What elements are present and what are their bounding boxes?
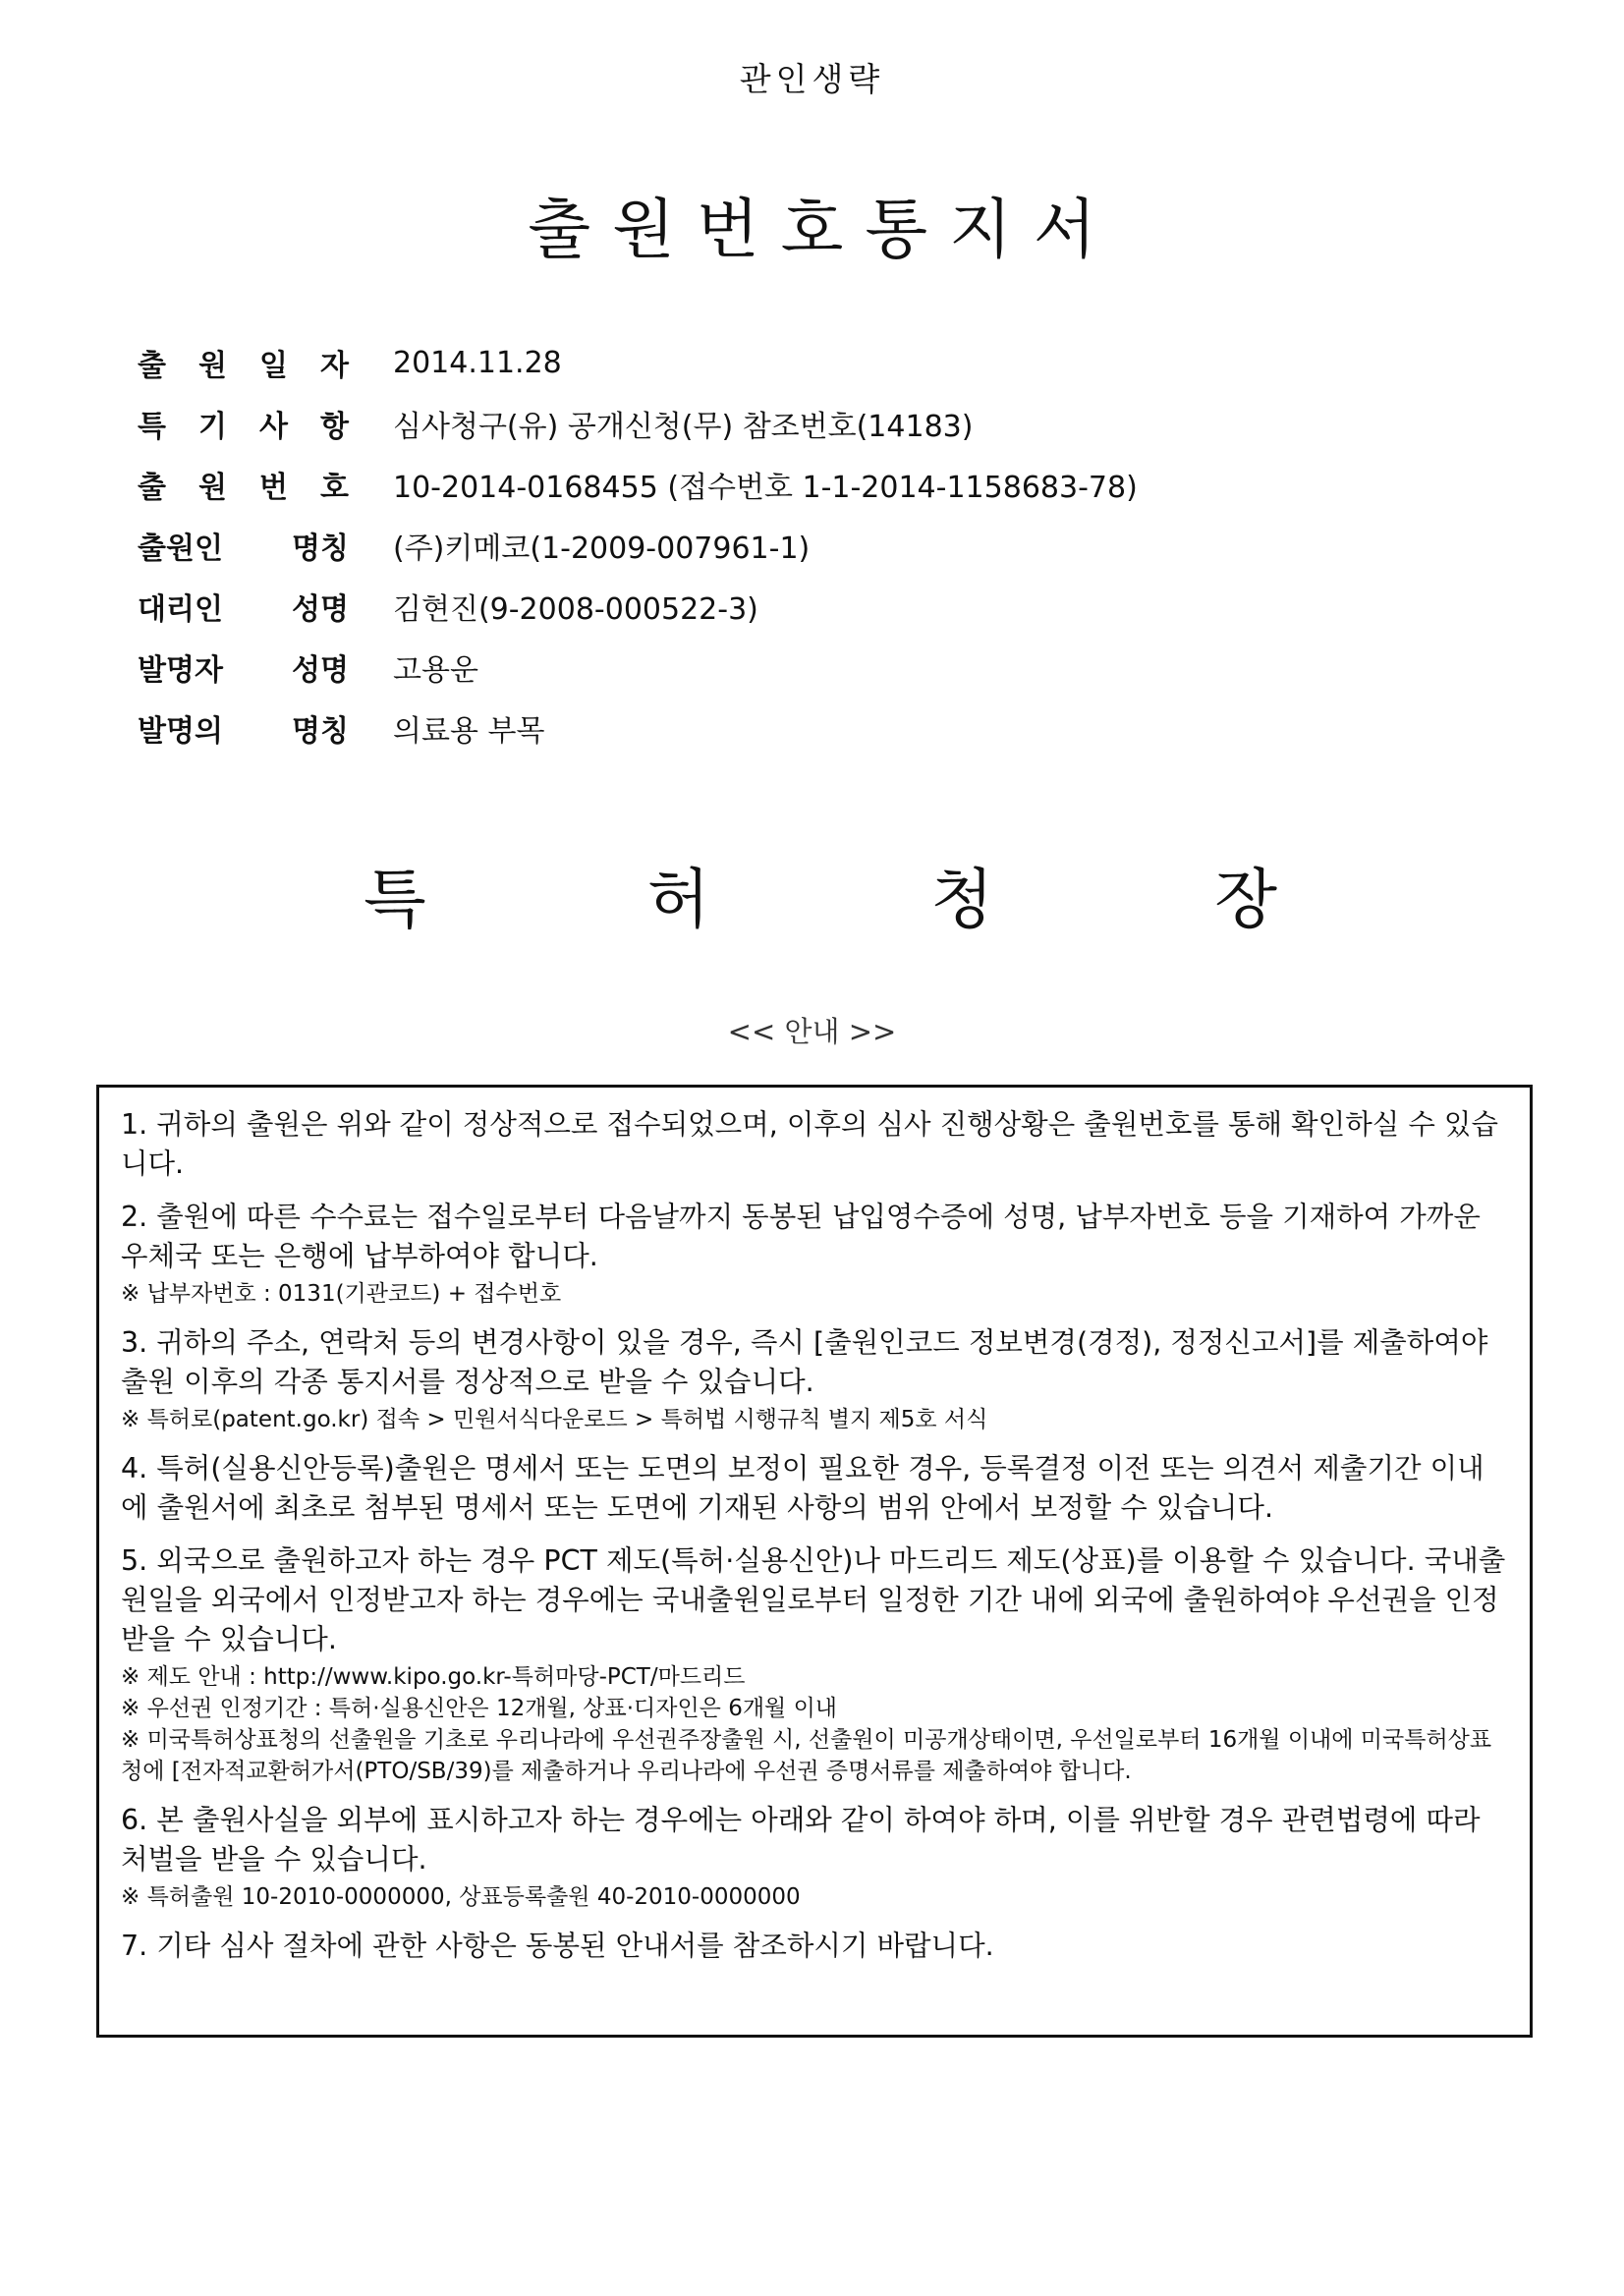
field-label: [138, 706, 349, 750]
notice-title: << 안내 >>: [727, 1015, 897, 1048]
field-label-part: 성명: [292, 653, 349, 688]
notice-item-text: 6. 본 출원사실을 외부에 표시하고자 하는 경우에는 아래와 같이 하여야 하며, 이를 위반할 경우 관련법령에 따라 처벌을 받을 수 있습니다.: [121, 1804, 1481, 1876]
field-value: 10-2014-0168455 (접수번호 1-1-2014-1158683-78): [393, 471, 1138, 505]
notice-box: [96, 1085, 1533, 2038]
field-value: (주)키메코(1-2009-007961-1): [393, 532, 811, 566]
field-label-part: 대리인: [138, 592, 223, 627]
field-label-part: 특: [138, 410, 166, 444]
field-label: [138, 645, 349, 689]
field-label: [138, 585, 349, 628]
field-label-part: 명칭: [292, 532, 349, 566]
field-value: 고용운: [393, 653, 478, 688]
field-label-part: 발명의: [138, 714, 223, 749]
notice-item-text: 7. 기타 심사 절차에 관한 사항은 동봉된 안내서를 참조하시기 바랍니다.: [121, 1930, 994, 1962]
field-label-part: 번: [259, 471, 288, 505]
field-row: [138, 637, 1513, 698]
field-row: [138, 515, 1513, 576]
field-value: 심사청구(유) 공개신청(무) 참조번호(14183): [393, 410, 974, 444]
notice-item-text: 2. 출원에 따른 수수료는 접수일로부터 다음날까지 동봉된 납입영수증에 성명, 납부자번호 등을 기재하여 가까운 우체국 또는 은행에 납부하여야 합니다.: [121, 1201, 1481, 1272]
seal-omitted-note: 관인생략: [739, 60, 885, 98]
field-value: 2014.11.28: [393, 345, 562, 380]
office-name-char: 특: [364, 862, 426, 937]
field-row: [138, 576, 1513, 637]
field-label-part: 기: [198, 410, 227, 444]
field-row: [138, 393, 1513, 454]
field-label-part: 호: [320, 471, 349, 505]
notice-item-note: ※ 우선권 인정기간 : 특허·실용신안은 12개월, 상표·디자인은 6개월 이내: [121, 1696, 838, 1721]
field-label-part: 항: [320, 410, 349, 444]
notice-item: [121, 1449, 1508, 1528]
field-row: [138, 698, 1513, 758]
notice-item-note: ※ 특허로(patent.go.kr) 접속 > 민원서식다운로드 > 특허법 시행규칙 별지 제5호 서식: [121, 1407, 988, 1432]
field-label: [138, 463, 349, 506]
field-label-part: 출: [138, 471, 166, 505]
field-label-part: 발명자: [138, 653, 223, 688]
field-label-part: 명칭: [292, 714, 349, 749]
field-label-part: 출: [138, 349, 166, 383]
field-row: [138, 332, 1513, 393]
field-label-part: 출원인: [138, 532, 223, 566]
field-row: [138, 454, 1513, 515]
notice-item-note: ※ 납부자번호 : 0131(기관코드) + 접수번호: [121, 1281, 562, 1307]
office-name-char: 허: [646, 862, 710, 937]
notice-item: [121, 1198, 1508, 1310]
document-title: 출원번호통지서: [528, 192, 1118, 267]
field-label-part: 원: [198, 349, 227, 383]
field-label-part: 일: [259, 349, 288, 383]
issuing-office: [364, 847, 1277, 940]
field-label: [138, 341, 349, 384]
field-label: [138, 402, 349, 445]
notice-item-note: ※ 미국특허상표청의 선출원을 기초로 우리나라에 우선권주장출원 시, 선출원이 미공개상태이면, 우선일로부터 16개월 이내에 미국특허상표청에 [전자적교환허가서(PTO/SB/39)를 제출하거나 우리나라에 우선권 증명서류를 제출하여야 합니다.: [121, 1727, 1492, 1784]
notice-item-note: ※ 특허출원 10-2010-0000000, 상표등록출원 40-2010-0000000: [121, 1884, 801, 1910]
office-name-char: 청: [930, 862, 994, 937]
field-value: 의료용 부목: [393, 714, 545, 749]
notice-item-note: ※ 제도 안내 : http://www.kipo.go.kr-특허마당-PCT/마드리드: [121, 1664, 746, 1690]
field-label-part: 원: [198, 471, 227, 505]
notice-item-text: 3. 귀하의 주소, 연락처 등의 변경사항이 있을 경우, 즉시 [출원인코드 정보변경(경정), 정정신고서]를 제출하여야 출원 이후의 각종 통지서를 정상적으로 받을 수 있습니다.: [121, 1326, 1488, 1398]
notice-item-text: 5. 외국으로 출원하고자 하는 경우 PCT 제도(특허·실용신안)나 마드리드 제도(상표)를 이용할 수 있습니다. 국내출원일을 외국에서 인정받고자 하는 경우에는 국내출원일로부터 일정한 기간 내에 외국에 출원하여야 우선권을 인정받을 수 있습니다.: [121, 1544, 1506, 1655]
field-label-part: 사: [259, 410, 288, 444]
field-label: [138, 524, 349, 567]
notice-item: [121, 1541, 1508, 1787]
notice-item-text: 4. 특허(실용신안등록)출원은 명세서 또는 도면의 보정이 필요한 경우, 등록결정 이전 또는 의견서 제출기간 이내에 출원서에 최초로 첨부된 명세서 또는 도면에 기재된 사항의 범위 안에서 보정할 수 있습니다.: [121, 1452, 1484, 1524]
office-name-char: 장: [1214, 862, 1277, 937]
notice-item: [121, 1105, 1508, 1184]
notice-item: [121, 1927, 1508, 1966]
field-value: 김현진(9-2008-000522-3): [393, 592, 758, 627]
notice-item: [121, 1801, 1508, 1913]
field-label-part: 성명: [292, 592, 349, 627]
application-fields: [138, 332, 1513, 758]
field-label-part: 자: [320, 349, 349, 383]
notice-item: [121, 1323, 1508, 1435]
notice-item-text: 1. 귀하의 출원은 위와 같이 정상적으로 접수되었으며, 이후의 심사 진행상황은 출원번호를 통해 확인하실 수 있습니다.: [121, 1108, 1498, 1180]
